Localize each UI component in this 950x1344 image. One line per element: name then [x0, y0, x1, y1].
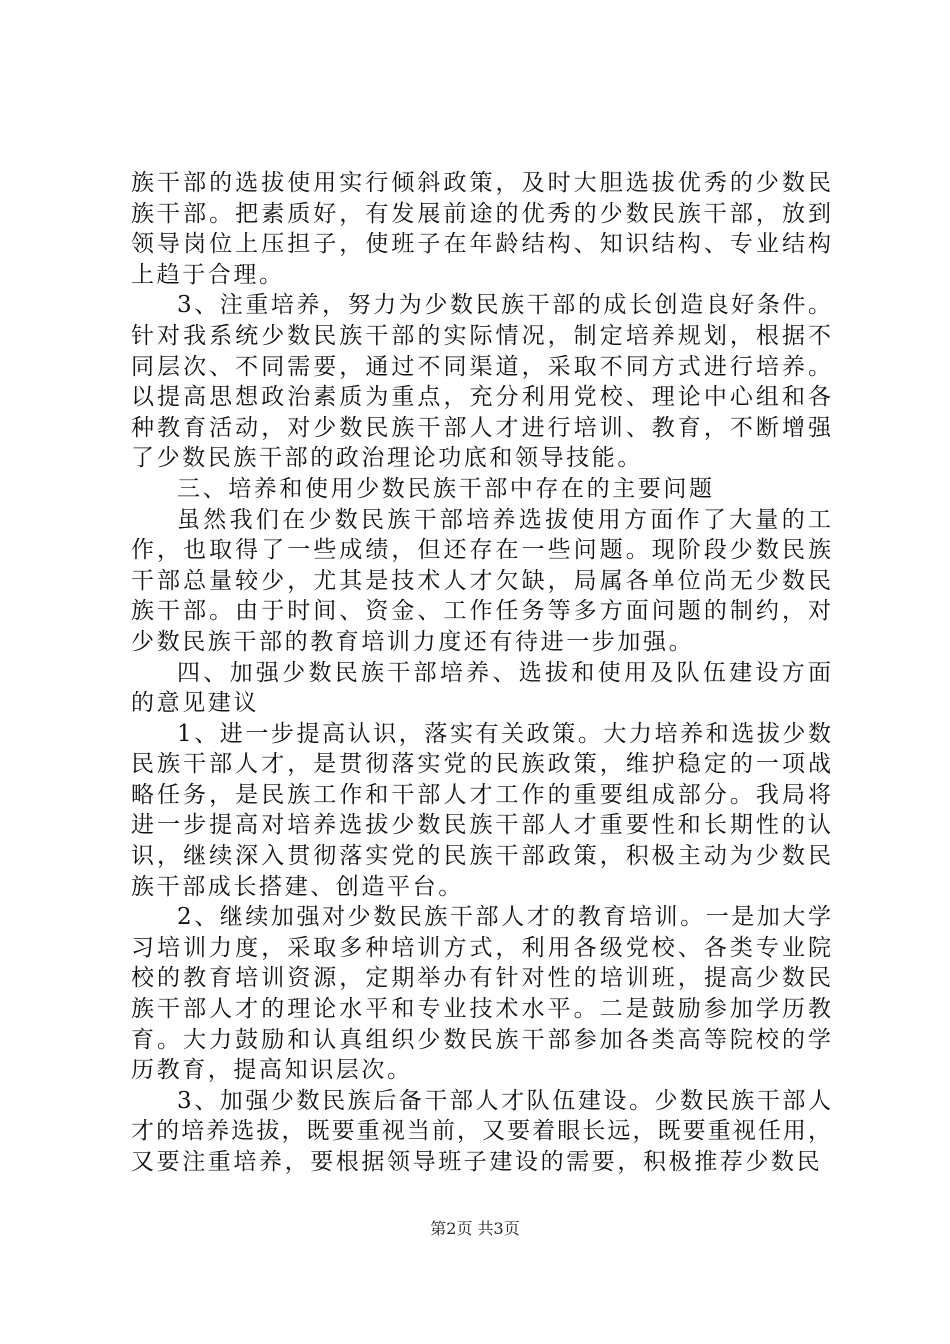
text-line: 历教育，提高知识层次。	[131, 1057, 413, 1084]
paragraph	[131, 719, 831, 903]
document-body	[131, 168, 831, 1178]
text-line: 识，继续深入贯彻落实党的民族干部政策，积极主动为少数民	[131, 843, 831, 870]
text-line: 2、继续加强对少数民族干部人才的教育培训。一是加大学	[177, 904, 831, 931]
text-line: 1、进一步提高认识，落实有关政策。大力培养和选拔少数	[177, 720, 831, 747]
text-line: 少数民族干部的教育培训力度还有待进一步加强。	[131, 628, 695, 655]
paragraph	[131, 474, 831, 505]
text-line: 同层次、不同需要，通过不同渠道，采取不同方式进行培养。	[131, 353, 831, 380]
text-line: 虽然我们在少数民族干部培养选拔使用方面作了大量的工	[177, 506, 831, 533]
text-line: 才的培养选拔，既要重视当前，又要着眼长远，既要重视任用，	[131, 1118, 831, 1145]
text-line: 又要注重培养，要根据领导班子建设的需要，积极推荐少数民	[131, 1149, 823, 1175]
text-line: 作，也取得了一些成绩，但还存在一些问题。现阶段少数民族	[131, 537, 831, 564]
text-line: 民族干部人才，是贯彻落实党的民族政策，维护稳定的一项战	[131, 751, 831, 778]
text-line: 上趋于合理。	[131, 261, 285, 288]
text-line: 育。大力鼓励和认真组织少数民族干部参加各类高等院校的学	[131, 1026, 831, 1053]
text-line: 种教育活动，对少数民族干部人才进行培训、教育，不断增强	[131, 414, 831, 441]
paragraph	[131, 505, 831, 658]
paragraph	[131, 902, 831, 1086]
text-line: 的意见建议	[131, 690, 259, 717]
text-line: 族干部。由于时间、资金、工作任务等多方面问题的制约，对	[131, 598, 831, 625]
text-line: 进一步提高对培养选拔少数民族干部人才重要性和长期性的认	[131, 812, 831, 839]
paragraph	[131, 658, 831, 719]
text-line: 三、培养和使用少数民族干部中存在的主要问题	[177, 475, 715, 502]
text-line: 3、加强少数民族后备干部人才队伍建设。少数民族干部人	[177, 1087, 831, 1114]
paragraph	[131, 1086, 831, 1178]
text-line: 族干部人才的理论水平和专业技术水平。二是鼓励参加学历教	[131, 996, 831, 1023]
text-line: 针对我系统少数民族干部的实际情况，制定培养规划，根据不	[131, 322, 831, 349]
text-line: 3、注重培养，努力为少数民族干部的成长创造良好条件。	[177, 292, 831, 319]
text-line: 以提高思想政治素质为重点，充分利用党校、理论中心组和各	[131, 384, 831, 411]
text-line: 领导岗位上压担子，使班子在年龄结构、知识结构、专业结构	[131, 231, 831, 258]
text-line: 族干部。把素质好，有发展前途的优秀的少数民族干部，放到	[131, 200, 831, 227]
text-line: 族干部成长搭建、创造平台。	[131, 873, 464, 900]
page-number-label: 第2页 共3页	[430, 1219, 520, 1238]
page-footer	[0, 1218, 950, 1240]
paragraph	[131, 290, 831, 474]
paragraph	[131, 168, 831, 290]
text-line: 习培训力度，采取多种培训方式，利用各级党校、各类专业院	[131, 934, 831, 961]
text-line: 略任务，是民族工作和干部人才工作的重要组成部分。我局将	[131, 781, 831, 808]
text-line: 了少数民族干部的政治理论功底和领导技能。	[131, 445, 643, 472]
text-line: 校的教育培训资源，定期举办有针对性的培训班，提高少数民	[131, 965, 831, 992]
text-line: 四、加强少数民族干部培养、选拔和使用及队伍建设方面	[177, 659, 831, 686]
text-line: 族干部的选拔使用实行倾斜政策，及时大胆选拔优秀的少数民	[131, 170, 831, 196]
text-line: 干部总量较少，尤其是技术人才欠缺，局属各单位尚无少数民	[131, 567, 831, 594]
